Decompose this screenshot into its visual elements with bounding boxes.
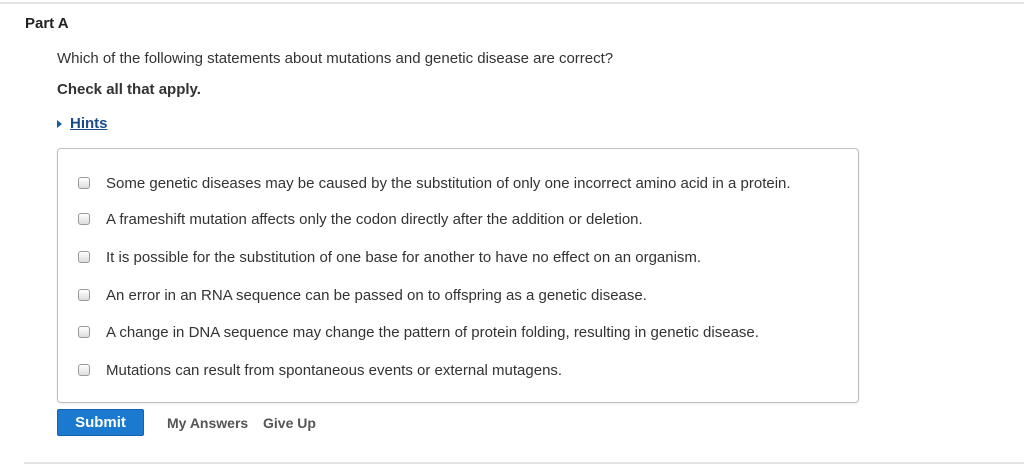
hints-link[interactable]: Hints	[70, 115, 108, 132]
option-checkbox[interactable]	[78, 177, 90, 189]
option-checkbox[interactable]	[78, 213, 90, 225]
option-checkbox[interactable]	[78, 289, 90, 301]
option-label: A change in DNA sequence may change the pattern of protein folding, resulting in genetic disease.	[106, 323, 759, 341]
top-divider	[0, 2, 1024, 4]
option-label: It is possible for the substitution of one base for another to have no effect on an organism.	[106, 248, 702, 266]
option-label: Some genetic diseases may be caused by the substitution of only one incorrect amino acid in a protein.	[106, 174, 791, 192]
give-up-button[interactable]: Give Up	[263, 415, 316, 431]
hints-toggle[interactable]	[57, 115, 108, 132]
options-list	[57, 148, 859, 403]
part-title: Part A	[25, 15, 69, 32]
instruction-text: Check all that apply.	[57, 81, 201, 98]
question-text: Which of the following statements about mutations and genetic disease are correct?	[57, 50, 614, 67]
caret-right-icon	[57, 120, 62, 128]
option-item[interactable]	[78, 322, 759, 342]
my-answers-button[interactable]: My Answers	[167, 415, 249, 431]
option-checkbox[interactable]	[78, 251, 90, 263]
option-label: A frameshift mutation affects only the codon directly after the addition or deletion.	[106, 210, 643, 228]
option-checkbox[interactable]	[78, 364, 90, 376]
bottom-divider	[24, 462, 1024, 464]
submit-button[interactable]: Submit	[57, 409, 144, 436]
option-item[interactable]	[78, 209, 643, 229]
option-label: Mutations can result from spontaneous events or external mutagens.	[106, 361, 563, 379]
option-item[interactable]	[78, 247, 701, 267]
option-checkbox[interactable]	[78, 326, 90, 338]
option-item[interactable]	[78, 360, 562, 380]
option-label: An error in an RNA sequence can be passed on to offspring as a genetic disease.	[106, 286, 647, 304]
option-item[interactable]	[78, 173, 791, 193]
option-item[interactable]	[78, 285, 647, 305]
